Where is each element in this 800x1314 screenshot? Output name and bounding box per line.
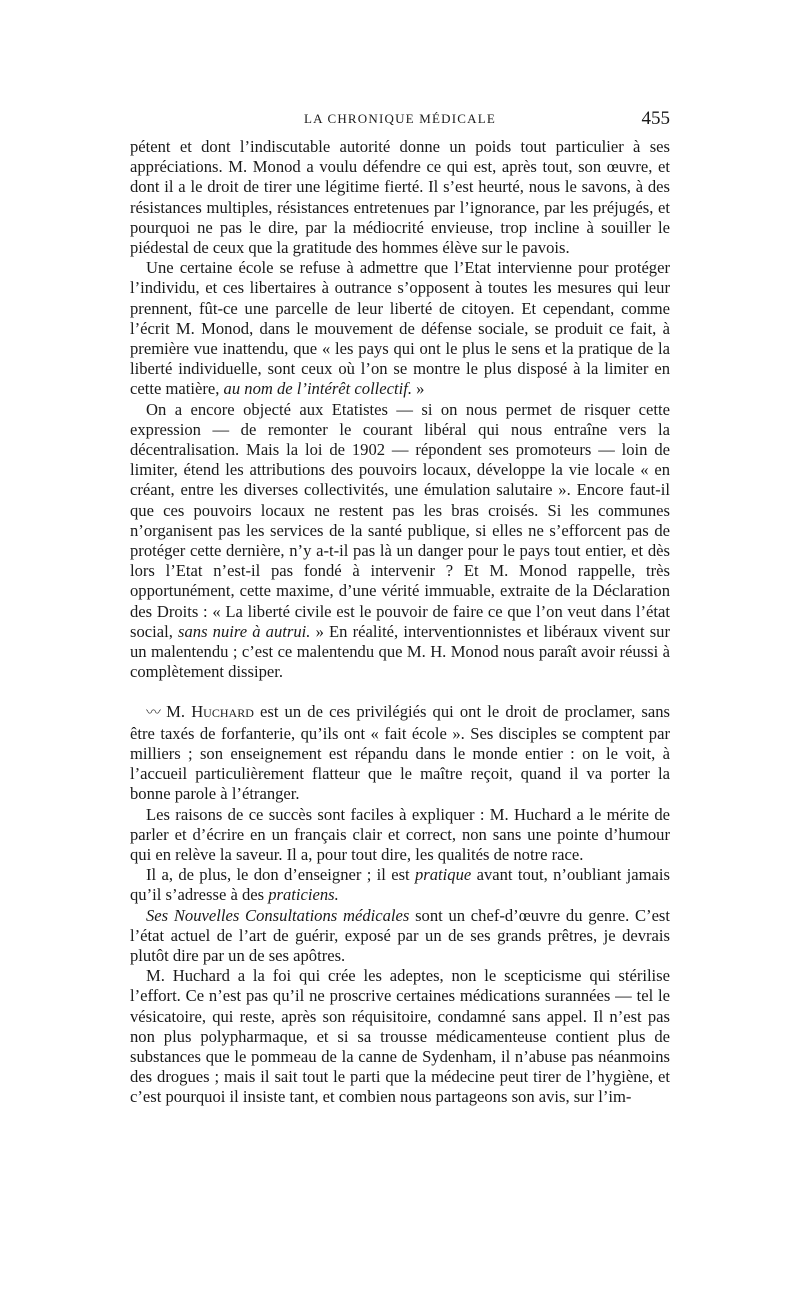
- paragraph: On a encore objecté aux Etatistes — si on nous permet de risquer cette expression — de remonter le courant libéral qui nous entraîne vers la décentralisation. Mais la loi de 1902 — répondent ses promoteurs — loin de limiter, étend les attributions des pouvoirs locaux, développe la vie locale « en créant, entre les diverses collectivités, une émulation salutaire ». Encore faut-il que ces pouvoirs locaux ne restent pas les bras croisés. Si les communes n’organisent pas les services de la santé publique, si elles ne s’efforcent pas de protéger cette dernière, n’y a-t-il pas là un danger pour le pays tout entier, et dès lors l’Etat n’est-il pas fondé à intervenir ? Et M. Monod rappelle, très opportunément, cette maxime, d’une vérité immuable, extraite de la Déclaration des Droits : « La liberté civile est le pouvoir de faire ce que l’on veut dans l’état social, sans nuire à autrui. » En réalité, interventionnistes et libéraux vivent sur un malentendu ; c’est ce malentendu que M. H. Monod nous paraît avoir réussi à complètement dissiper.: [130, 399, 671, 682]
- paragraph: Une certaine école se refuse à admettre que l’Etat intervienne pour protéger l’individu, et ces libertaires à outrance s’opposent à toutes les mesures qui leur prennent, fût-ce une parcelle de leur liberté de citoyen. Et cependant, comme l’écrit M. Monod, dans le mouvement de défense sociale, se produit ce fait, à première vue inattendu, que « les pays qui ont le plus le sens et la pratique de la liberté individuelle, sont ceux où l’on se montre le plus disposé à la limiter en cette matière, au nom de l’intérêt collectif. »: [130, 258, 670, 399]
- page-header: [130, 106, 670, 132]
- paragraph: Ses Nouvelles Consultations médicales sont un chef-d’œuvre du genre. C’est l’état actuel de l’art de guérir, exposé par un de ses grands prêtres, je devrais plutôt dire par un de ses apôtres.: [130, 905, 670, 965]
- section-spacer: [130, 682, 670, 702]
- paragraph: 〰 M. Huchard est un de ces privilégiés qui ont le droit de proclamer, sans être taxés de forfanterie, qu’ils ont « fait école ». Ses disciples se comptent par milliers ; son enseignement est répandu dans le monde entier : on le voit, à l’accueil particulièrement flatteur que le maître reçoit, quand il va porter la bonne parole à l’étranger.: [130, 702, 671, 804]
- wavy-separator-icon: 〰: [146, 705, 161, 722]
- author-name: Huchard: [191, 702, 254, 722]
- paragraph: M. Huchard a la foi qui crée les adeptes, non le scepticisme qui stérilise l’effort. Ce n’est pas qu’il ne proscrive certaines médications surannées — tel le vésicatoire, qui reste, après son réquisitoire, condamné sans appel. Il n’est pas non plus polypharmaque, et si sa trousse médicamenteuse contient plus de substances que le pommeau de la canne de Sydenham, il n’abuse pas néanmoins des drogues ; mais il sait tout le parti que la médecine peut tirer de l’hygiène, et c’est pourquoi il insiste tant, et combien nous partageons son avis, sur l’im-: [130, 966, 670, 1107]
- book-title: Ses Nouvelles Consultations médicales: [146, 905, 410, 925]
- running-title: LA CHRONIQUE MÉDICALE: [303, 111, 497, 126]
- paragraph: pétent et dont l’indiscutable autorité donne un poids tout particulier à ses appréciations. M. Monod a voulu défendre ce qui est, après tout, son œuvre, et dont il a le droit de tirer une légitime fierté. Il s’est heurté, nous le savons, à des résistances multiples, résistances entretenues par l’ignorance, par les préjugés, et pourquoi ne pas le dire, par la médiocrité envieuse, trop incline à souiller le piédestal de ceux que la gratitude des hommes élève sur le pavois.: [130, 137, 670, 258]
- paragraph: Il a, de plus, le don d’enseigner ; il est pratique avant tout, n’oubliant jamais qu’il s’adresse à des praticiens.: [130, 865, 670, 905]
- paragraph: Les raisons de ce succès sont faciles à expliquer : M. Huchard a le mérite de parler et d’écrire en un français clair et correct, non sans une pointe d’humour qui en relève la saveur. Il a, pour tout dire, les qualités de notre race.: [130, 804, 670, 864]
- body-text: [130, 137, 670, 1108]
- page-number: 455: [641, 108, 670, 129]
